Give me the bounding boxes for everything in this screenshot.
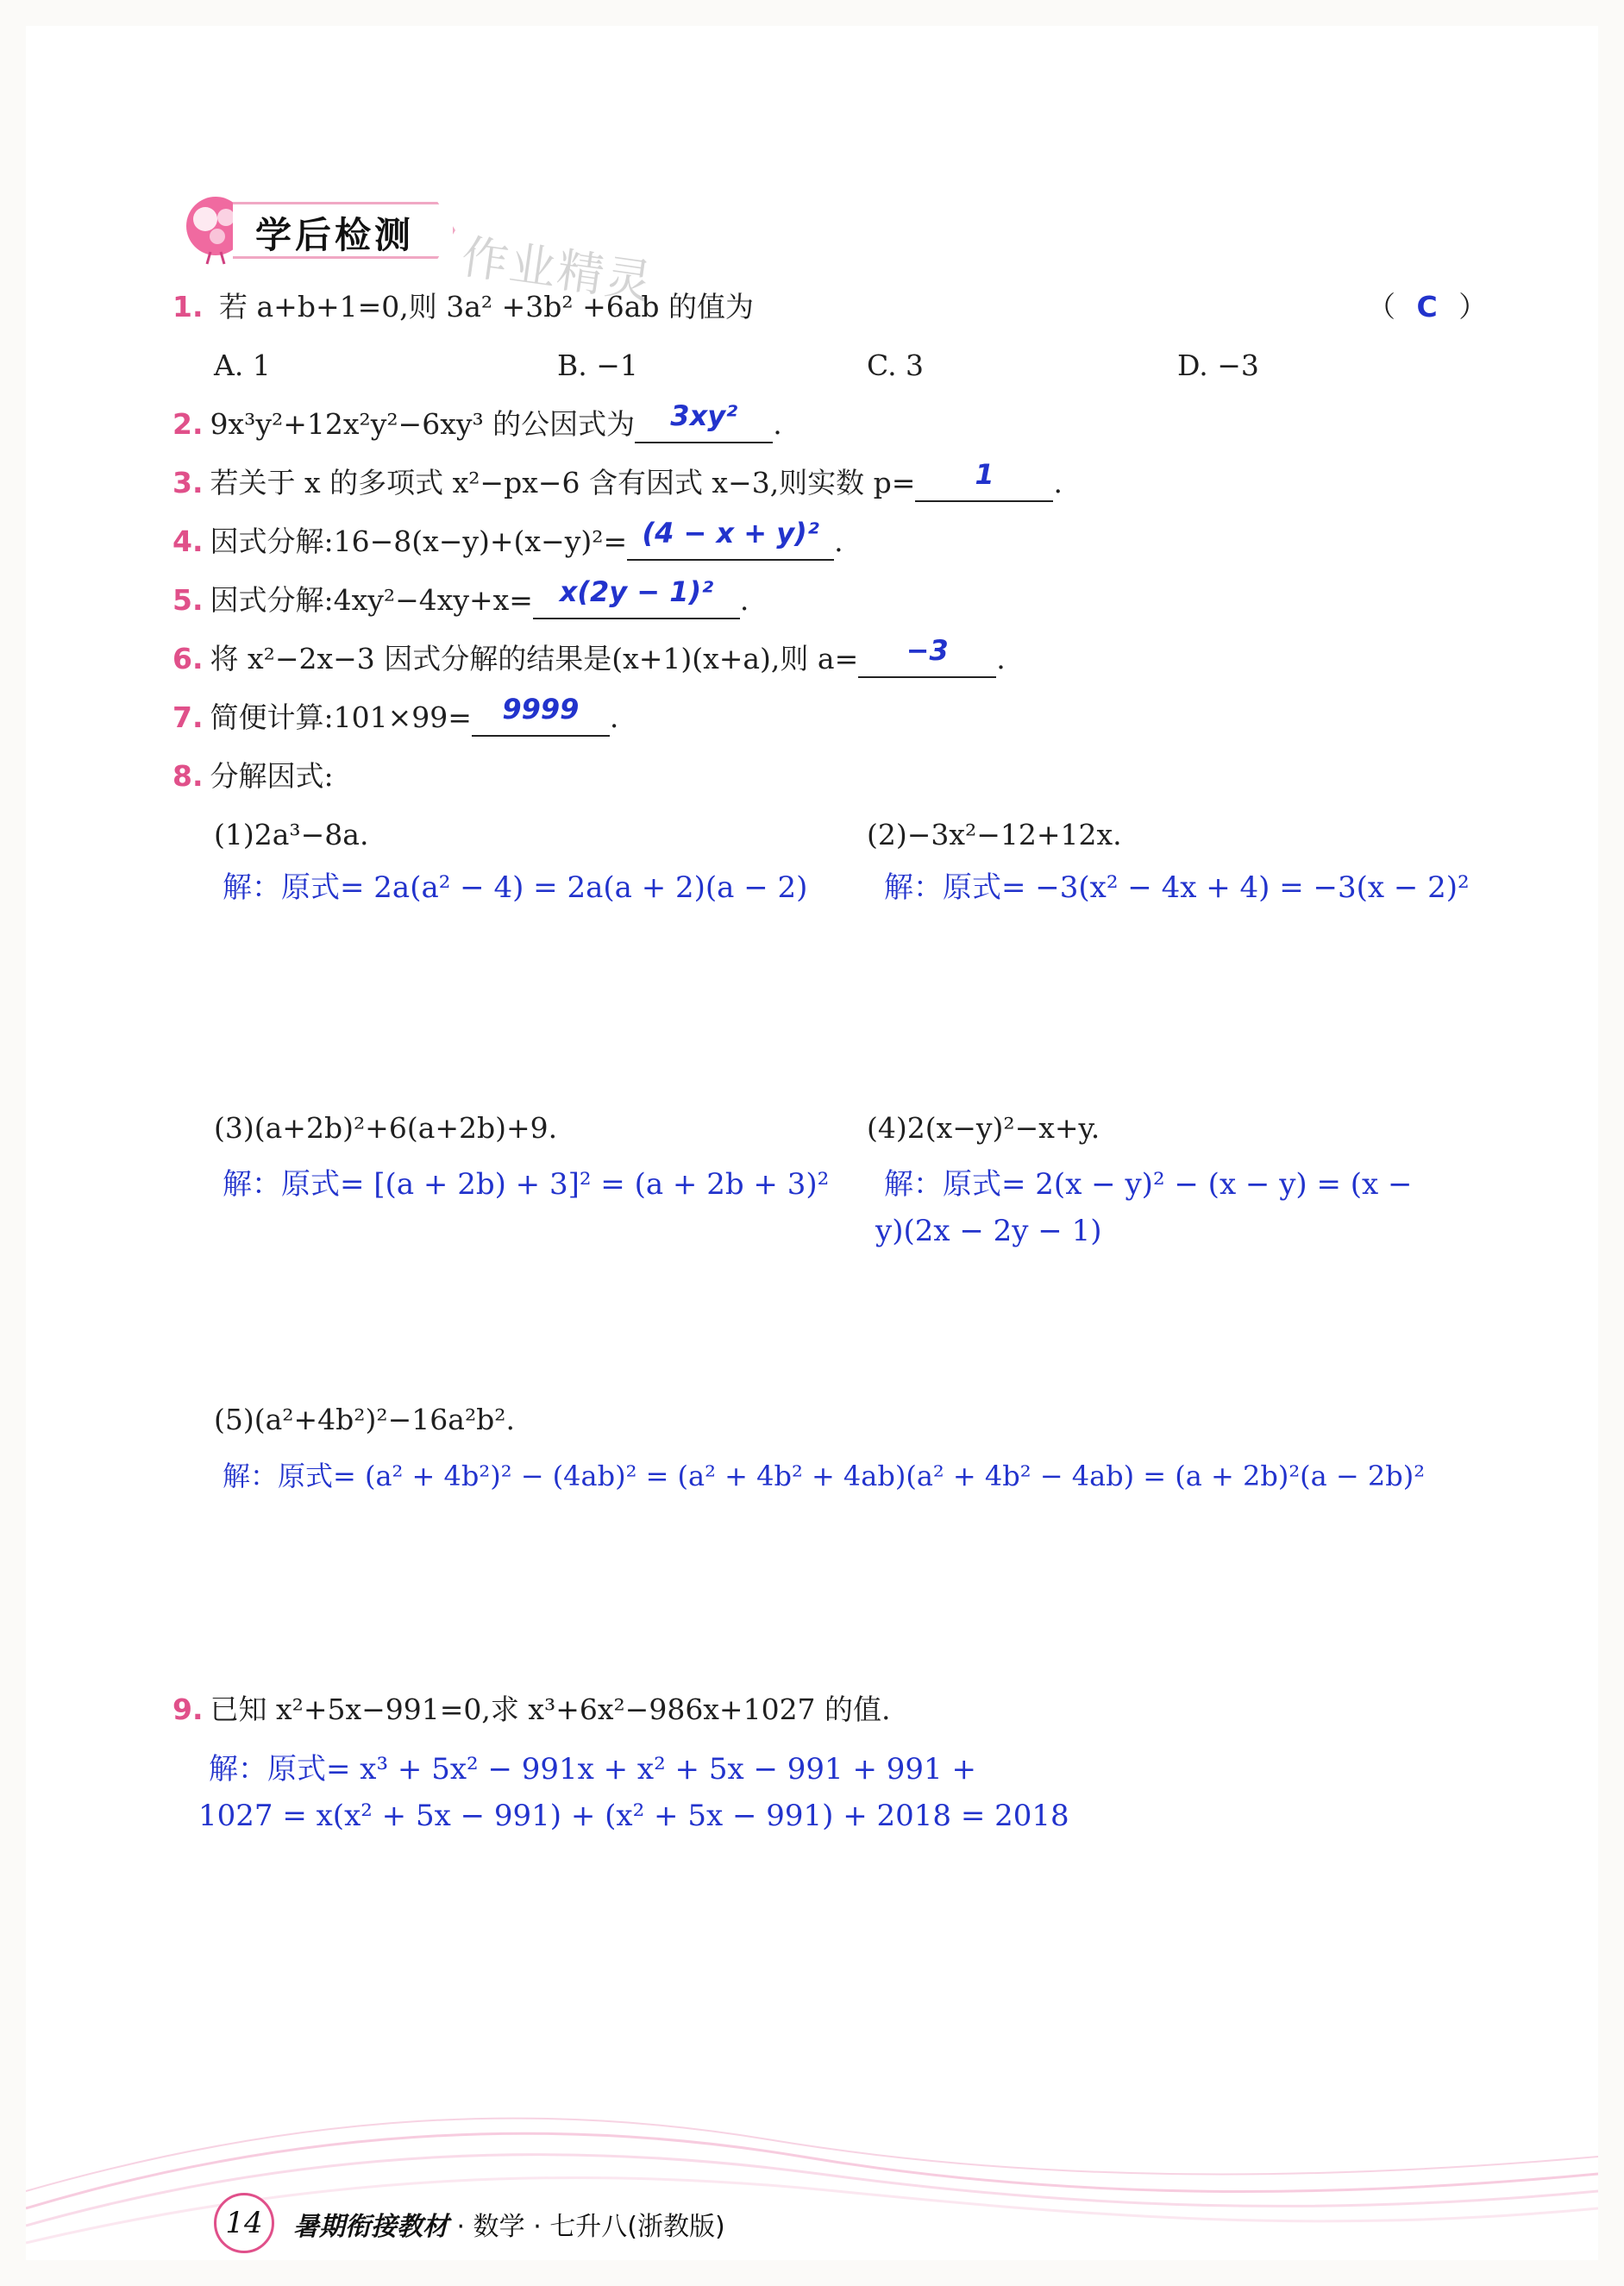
question-number: 8. bbox=[172, 759, 204, 793]
book-title: 暑期衔接教材 bbox=[293, 2212, 448, 2242]
answer-blank bbox=[533, 575, 740, 619]
question-5 bbox=[172, 575, 749, 619]
option-a: A. 1 bbox=[214, 349, 271, 382]
answer-blank bbox=[627, 517, 834, 561]
question-text: 因式分解:4xy²−4xy+x= bbox=[210, 583, 533, 617]
paren-close: ） bbox=[1458, 290, 1488, 323]
option-c: C. 3 bbox=[867, 349, 925, 382]
solution-9-line-2: 1027 = x(x² + 5x − 991) + (x² + 5x − 991) + 2018 = 2018 bbox=[198, 1799, 1069, 1833]
answer-text: (4 − x + y)² bbox=[642, 517, 819, 550]
question-text: 将 x²−2x−3 因式分解的结果是(x+1)(x+a),则 a= bbox=[210, 642, 859, 675]
question-7 bbox=[172, 693, 619, 737]
sub-problem-1: (1)2a³−8a. bbox=[214, 818, 369, 851]
question-6 bbox=[172, 634, 1006, 678]
solution-1: 解：原式= 2a(a² − 4) = 2a(a + 2)(a − 2) bbox=[223, 870, 808, 905]
sub-problem-5: (5)(a²+4b²)²−16a²b². bbox=[214, 1403, 516, 1436]
period: . bbox=[609, 700, 619, 734]
answer-text: x(2y − 1)² bbox=[559, 575, 714, 608]
answer-text: −3 bbox=[906, 634, 949, 667]
question-1 bbox=[172, 288, 754, 326]
question-text: 简便计算:101×99= bbox=[210, 700, 472, 734]
sub-problem-3: (3)(a+2b)²+6(a+2b)+9. bbox=[214, 1111, 558, 1145]
option-d: D. −3 bbox=[1177, 349, 1259, 382]
question-8 bbox=[172, 757, 334, 795]
section-title: 学后检测 bbox=[255, 214, 415, 256]
subject: 数学 bbox=[473, 2212, 525, 2242]
question-number: 4. bbox=[172, 524, 204, 558]
option-b: B. −1 bbox=[557, 349, 638, 382]
solution-2: 解：原式= −3(x² − 4x + 4) = −3(x − 2)² bbox=[884, 870, 1470, 905]
grade: 七升八 bbox=[549, 2212, 628, 2242]
question-number: 1. bbox=[172, 290, 204, 323]
period: . bbox=[739, 583, 749, 617]
section-header bbox=[172, 192, 474, 266]
period: . bbox=[1053, 466, 1063, 499]
answer-blank bbox=[472, 693, 610, 737]
solution-5: 解：原式= (a² + 4b²)² − (4ab)² = (a² + 4b² + 4ab)(a² + 4b² − 4ab) = (a + 2b)²(a − 2b)² bbox=[223, 1460, 1426, 1492]
question-text: 分解因式: bbox=[210, 759, 334, 793]
answer-text: 9999 bbox=[502, 693, 580, 725]
question-text: 9x³y²+12x²y²−6xy³ 的公因式为 bbox=[210, 407, 636, 441]
answer-paren bbox=[1367, 288, 1487, 326]
edition: (浙教版) bbox=[627, 2212, 725, 2242]
period: . bbox=[773, 407, 782, 441]
solution-4-line-1: 解：原式= 2(x − y)² − (x − y) = (x − bbox=[884, 1167, 1413, 1202]
page-number: 14 bbox=[214, 2193, 274, 2253]
solution-9-line-1: 解：原式= x³ + 5x² − 991x + x² + 5x − 991 + 991 + bbox=[209, 1752, 976, 1787]
question-2 bbox=[172, 399, 782, 443]
question-text: 已知 x²+5x−991=0,求 x³+6x²−986x+1027 的值. bbox=[210, 1693, 891, 1726]
paren-open: （ bbox=[1367, 290, 1395, 323]
question-3 bbox=[172, 458, 1063, 502]
sub-problem-2: (2)−3x²−12+12x. bbox=[867, 818, 1122, 851]
watermark: 作业精灵 bbox=[458, 229, 657, 311]
solution-4-line-2: y)(2x − 2y − 1) bbox=[875, 1214, 1102, 1248]
question-number: 6. bbox=[172, 642, 204, 675]
separator: · bbox=[456, 2212, 466, 2242]
question-number: 2. bbox=[172, 407, 204, 441]
question-9 bbox=[172, 1691, 891, 1729]
question-number: 3. bbox=[172, 466, 204, 499]
period: . bbox=[834, 524, 843, 558]
solution-3: 解：原式= [(a + 2b) + 3]² = (a + 2b + 3)² bbox=[223, 1167, 830, 1202]
question-number: 5. bbox=[172, 583, 204, 617]
question-number: 7. bbox=[172, 700, 204, 734]
question-text: 因式分解:16−8(x−y)+(x−y)²= bbox=[210, 524, 628, 558]
answer-blank bbox=[635, 399, 773, 443]
question-text: 若关于 x 的多项式 x²−px−6 含有因式 x−3,则实数 p= bbox=[210, 466, 916, 499]
answer-blank bbox=[858, 634, 996, 678]
answer-blank bbox=[915, 458, 1053, 502]
sub-problem-4: (4)2(x−y)²−x+y. bbox=[867, 1111, 1100, 1145]
period: . bbox=[996, 642, 1006, 675]
question-number: 9. bbox=[172, 1693, 204, 1726]
answer-choice: C bbox=[1416, 290, 1438, 323]
separator: · bbox=[533, 2212, 542, 2242]
answer-text: 3xy² bbox=[670, 399, 738, 432]
question-text: 若 a+b+1=0,则 3a² +3b² +6ab 的值为 bbox=[219, 290, 755, 323]
answer-text: 1 bbox=[975, 458, 994, 491]
footer-text bbox=[293, 2205, 725, 2243]
question-4 bbox=[172, 517, 843, 561]
